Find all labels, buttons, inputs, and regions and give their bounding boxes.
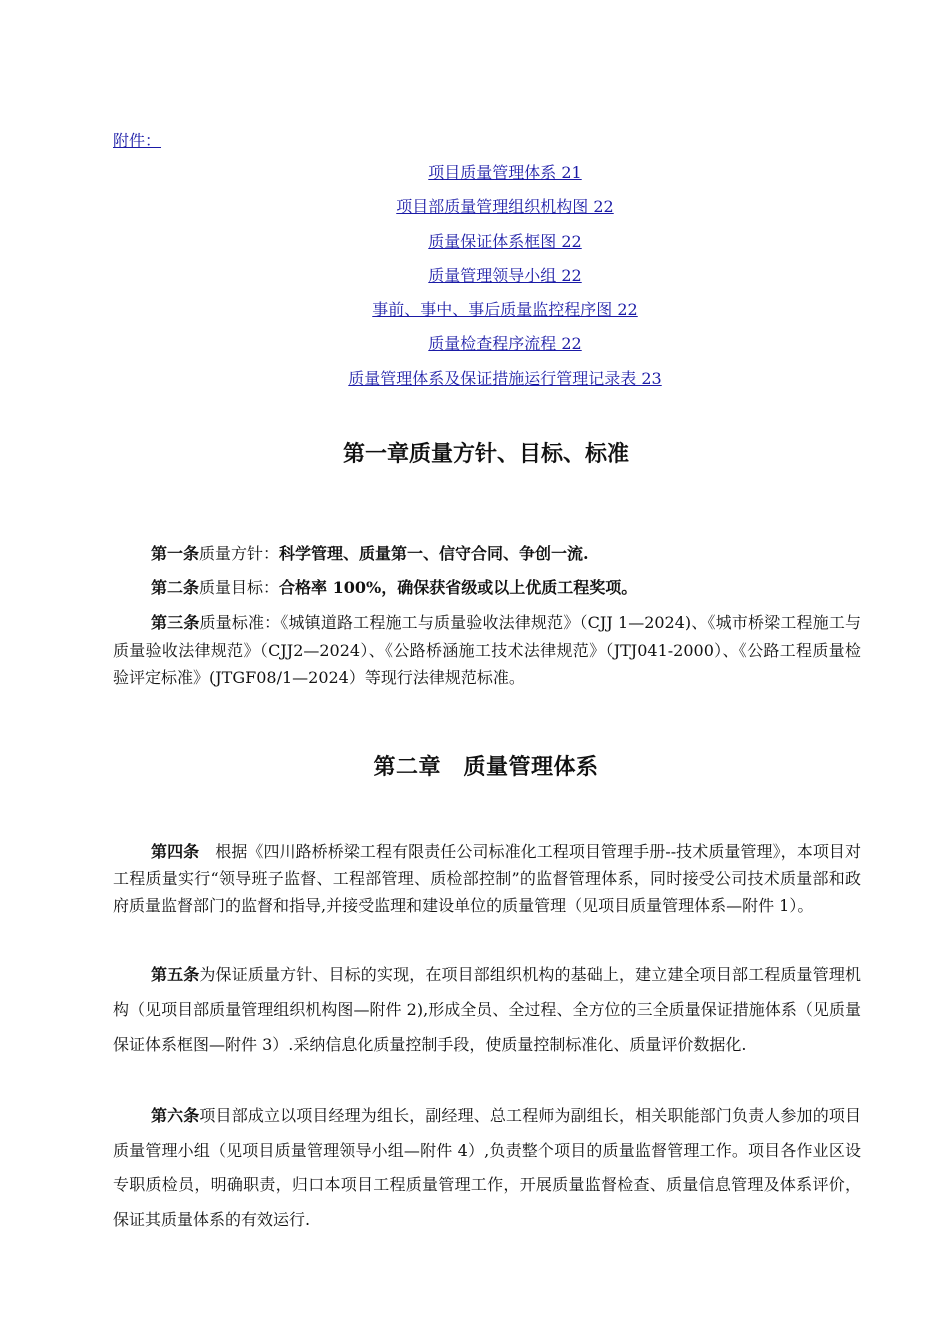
list-item (0, 331, 950, 365)
article-label: 第三条 (151, 613, 200, 632)
article-text: 科学管理、质量第一、信守合同、争创一流. (279, 544, 589, 563)
article-2 (113, 575, 861, 601)
attachments-label[interactable]: 附件： (113, 131, 162, 150)
list-item (0, 194, 950, 228)
attachment-link[interactable]: 项目质量管理体系 21 (428, 163, 582, 182)
attachment-link[interactable]: 项目部质量管理组织机构图 22 (396, 197, 614, 217)
article-text: 为保证质量方针、目标的实现，在项目部组织机构的基础上，建立建全项目部工程质量管理机构（见项目部质量管理组织机构图—附件 2),形成全员、全过程、全方位的三全质量保证措施体系（见质量保证体系框图—附件 3）.采纳信息化质量控制手段，使质量控制标准化、质量评价数据化. (113, 965, 861, 1054)
article-text: 合格率 100%，确保获省级或以上优质工程奖项。 (279, 578, 638, 597)
attachment-link[interactable]: 事前、事中、事后质量监控程序图 22 (372, 300, 638, 320)
article-1 (113, 541, 861, 567)
article-6 (113, 1099, 861, 1237)
article-text: 质量标准：《城镇道路工程施工与质量验收法律规范》（CJJ 1—2024)、《城市桥梁工程施工与质量验收法律规范》（CJJ2—2024）、《公路桥涵施工技术法律规范》（JTJ041-2000）、《公路工程质量检验评定标准》(JTGF08/1—2024）等现行法律规范标准。 (113, 613, 861, 687)
attachment-link[interactable]: 质量管理领导小组 22 (428, 265, 582, 285)
list-item (0, 263, 950, 297)
article-5 (113, 957, 861, 1062)
article-label: 第六条 (151, 1106, 200, 1125)
article-label: 第五条 (151, 965, 200, 984)
article-key: 质量方针： (199, 544, 280, 563)
article-label: 第四条 (151, 842, 200, 861)
article-4 (113, 838, 861, 919)
chapter-2-title: 第二章 质量管理体系 (373, 754, 599, 780)
article-key: 质量目标： (199, 578, 280, 597)
list-item (0, 160, 950, 194)
article-text: 根据《四川路桥桥梁工程有限责任公司标准化工程项目管理手册--技术质量管理》，本项目对工程质量实行“领导班子监督、工程部管理、质检部控制”的监督管理体系，同时接受公司技术质量部和政府质量监督部门的监督和指导,并接受监理和建设单位的质量管理（见项目质量管理体系—附件 1）。 (113, 842, 861, 915)
attachments-list (0, 160, 950, 400)
attachment-link[interactable]: 质量管理体系及保证措施运行管理记录表 23 (348, 368, 662, 388)
attachment-link[interactable]: 质量检查程序流程 22 (428, 334, 582, 354)
list-item (0, 297, 950, 331)
list-item (0, 229, 950, 263)
attachment-link[interactable]: 质量保证体系框图 22 (428, 231, 582, 251)
chapter-1-title: 第一章质量方针、目标、标准 (342, 441, 629, 467)
article-label: 第一条 (151, 544, 200, 563)
article-label: 第二条 (151, 578, 200, 597)
list-item (0, 366, 950, 400)
article-text: 项目部成立以项目经理为组长，副经理、总工程师为副组长，相关职能部门负责人参加的项目质量管理小组（见项目质量管理领导小组—附件 4）,负责整个项目的质量监督管理工作。项目各作业区设专职质检员，明确职责，归口本项目工程质量管理工作，开展质量监督检查、质量信息管理及体系评价，保证其质量体系的有效运行. (113, 1106, 861, 1229)
article-3 (113, 609, 861, 692)
